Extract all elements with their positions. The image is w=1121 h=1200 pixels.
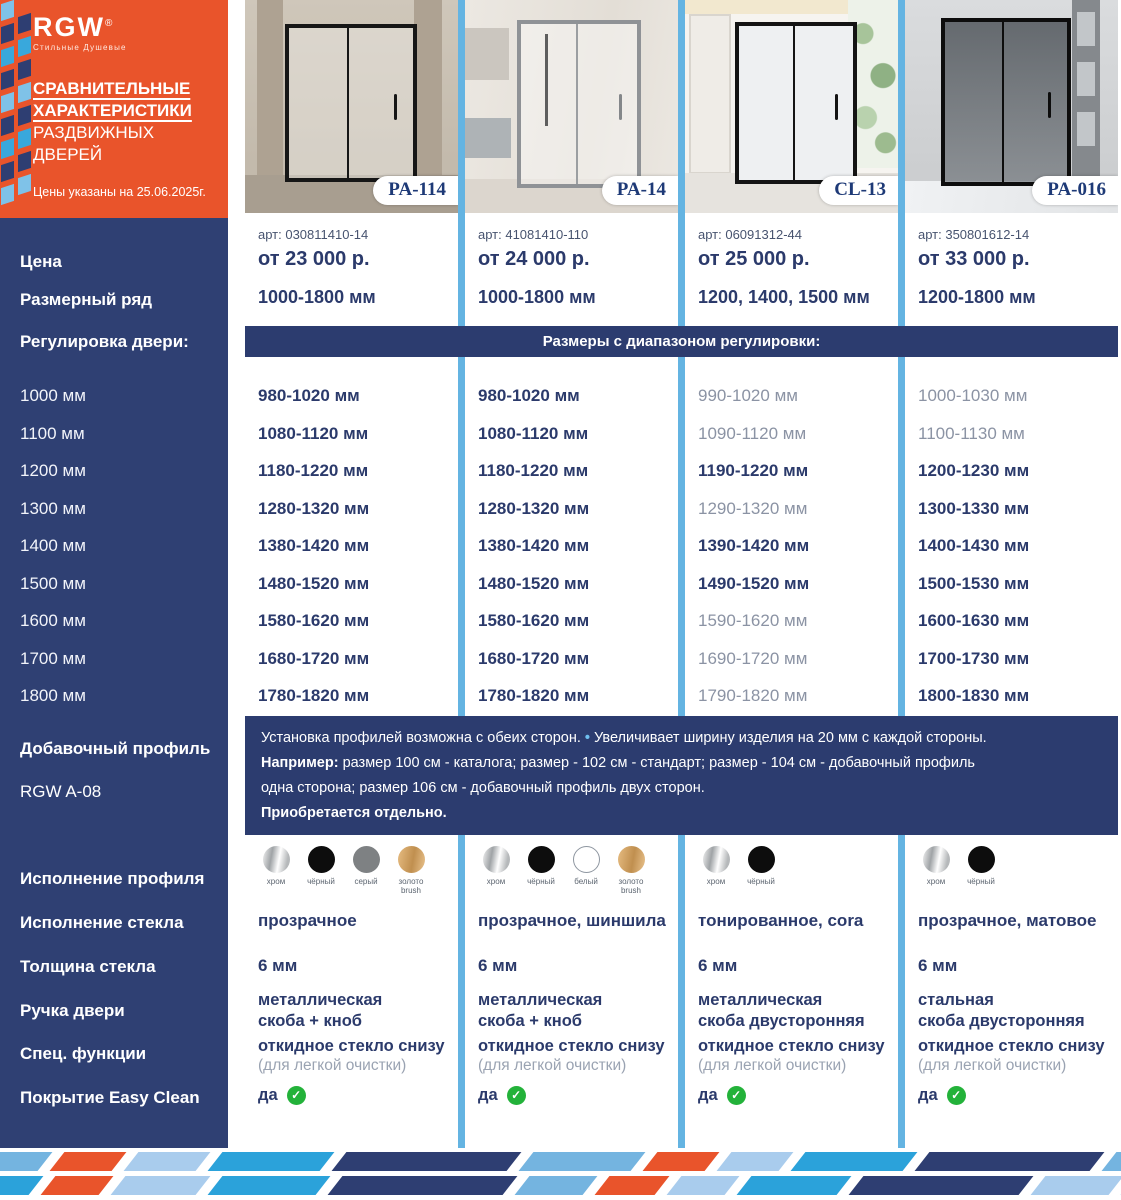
adjust-cell: 1380-1420 мм: [478, 536, 590, 555]
label-door-handle: Ручка двери: [20, 1001, 125, 1020]
product-price: от 33 000 р.: [918, 248, 1030, 270]
adjust-cell: 1380-1420 мм: [258, 536, 370, 555]
adjust-cell: 1280-1320 мм: [258, 498, 370, 518]
row-labels-sidebar: [0, 218, 228, 1148]
handle-value: металлическая скоба + кноб: [258, 991, 383, 1030]
product-price: от 23 000 р.: [258, 248, 370, 270]
product-size-range: 1000-1800 мм: [478, 287, 596, 307]
price-date-note: Цены указаны на 25.06.2025г.: [33, 185, 206, 199]
adjust-cell: 1180-1220 мм: [258, 461, 369, 480]
finish-swatch-black: [968, 846, 995, 873]
label-extra-profile-model: RGW A-08: [20, 782, 102, 801]
product-column-pa-016: [905, 0, 1118, 1148]
adjust-cell: 990-1020 мм: [698, 386, 798, 405]
label-size-range: Размерный ряд: [20, 290, 153, 309]
profile-finishes: хром чёрный: [918, 846, 999, 886]
adjustment-values: [258, 377, 458, 715]
handle-value: стальная скоба двусторонняя: [918, 991, 1085, 1030]
adjustment-values: [478, 377, 678, 715]
label-price: Цена: [20, 252, 62, 271]
adjust-cell: 1780-1820 мм: [478, 686, 590, 705]
product-price: от 24 000 р.: [478, 248, 590, 270]
size-label: 1300 мм: [20, 498, 86, 518]
adjustment-values: [698, 377, 898, 715]
easy-clean-value: да ✓: [478, 1086, 526, 1105]
adjust-cell: 1480-1520 мм: [478, 573, 590, 593]
product-photo: [465, 0, 678, 213]
adjust-cell: 1300-1330 мм: [918, 498, 1030, 518]
finish-swatch-black: [528, 846, 555, 873]
special-function-value: откидное стекло снизу (для легкой очистки): [258, 1037, 445, 1074]
title-line: ХАРАКТЕРИСТИКИ: [33, 101, 192, 120]
adjust-cell: 1090-1120 мм: [698, 423, 807, 443]
glass-finish-value: тонированное, cora: [698, 911, 864, 930]
adjust-cell: 1680-1720 мм: [258, 648, 370, 668]
adjust-cell: 1290-1320 мм: [698, 498, 808, 518]
check-icon: ✓: [727, 1086, 746, 1105]
title-line: ДВЕРЕЙ: [33, 145, 103, 164]
model-badge: PA-14: [602, 176, 678, 205]
label-glass-thickness: Толщина стекла: [20, 957, 156, 976]
finish-swatch-black: [748, 846, 775, 873]
glass-finish-value: прозрачное, матовое: [918, 911, 1097, 930]
adjust-cell: 1080-1120 мм: [258, 423, 369, 443]
product-photo: [905, 0, 1118, 213]
label-extra-profile: Добавочный профиль: [20, 739, 211, 758]
column-separator: [898, 0, 905, 1148]
finish-swatch-gold: [398, 846, 425, 873]
extra-profile-info-box: Установка профилей возможна с обеих сторон. • Увеличивает ширину изделия на 20 мм с каждой стороны. Например: размер 100 см - каталога; размер - 102 см - стандарт; размер - 104 см - добавочный профиль одна сторона; размер 106 см - добавочный профиль двух сторон. Приобретается отдельно.: [245, 716, 1118, 835]
adjust-cell: 1800-1830 мм: [918, 686, 1030, 705]
finish-swatch-chrome: [483, 846, 510, 873]
size-label: 1000 мм: [20, 386, 86, 405]
label-glass-finish: Исполнение стекла: [20, 913, 184, 932]
label-easy-clean: Покрытие Easy Clean: [20, 1088, 200, 1107]
adjust-cell: 1490-1520 мм: [698, 573, 810, 593]
profile-finishes: хром чёрный белый золото brush: [478, 846, 649, 895]
adjust-cell: 1100-1130 мм: [918, 423, 1025, 443]
article-number: арт: 350801612-14: [918, 227, 1030, 242]
product-column-pa-14: [465, 0, 678, 1148]
product-price: от 25 000 р.: [698, 248, 810, 270]
finish-swatch-gold: [618, 846, 645, 873]
product-size-range: 1200-1800 мм: [918, 287, 1036, 307]
registered-mark: ®: [104, 18, 113, 29]
adjust-cell: 980-1020 мм: [478, 386, 580, 405]
label-adjustment: Регулировка двери:: [20, 332, 189, 351]
size-label: 1800 мм: [20, 686, 86, 705]
handle-value: металлическая скоба + кноб: [478, 991, 603, 1030]
profile-finishes: хром чёрный: [698, 846, 779, 886]
adjust-cell: 1790-1820 мм: [698, 686, 808, 705]
adjust-cell: 1690-1720 мм: [698, 648, 808, 668]
easy-clean-value: да ✓: [698, 1086, 746, 1105]
glass-thickness-value: 6 мм: [918, 956, 958, 975]
adjust-cell: 1480-1520 мм: [258, 573, 370, 593]
handle-value: металлическая скоба двусторонняя: [698, 991, 865, 1030]
easy-clean-value: да ✓: [258, 1086, 306, 1105]
header-stripe-decoration: [1, 2, 33, 216]
check-icon: ✓: [947, 1086, 966, 1105]
glass-thickness-value: 6 мм: [698, 956, 738, 975]
size-label: 1500 мм: [20, 573, 86, 593]
product-size-range: 1200, 1400, 1500 мм: [698, 287, 870, 307]
model-badge: PA-114: [373, 176, 458, 205]
glass-thickness-value: 6 мм: [478, 956, 518, 975]
bullet-icon: •: [584, 730, 590, 746]
check-icon: ✓: [507, 1086, 526, 1105]
finish-swatch-gray: [353, 846, 380, 873]
title-line: РАЗДВИЖНЫХ: [33, 123, 155, 142]
header-block: [0, 0, 228, 218]
article-number: арт: 030811410-14: [258, 227, 369, 242]
finish-swatch-chrome: [263, 846, 290, 873]
finish-swatch-chrome: [703, 846, 730, 873]
product-column-pa-114: [245, 0, 458, 1148]
finish-swatch-black: [308, 846, 335, 873]
adjust-cell: 1390-1420 мм: [698, 536, 810, 555]
model-badge: PA-016: [1032, 176, 1118, 205]
adjust-cell: 1600-1630 мм: [918, 611, 1030, 630]
adjust-cell: 1000-1030 мм: [918, 386, 1028, 405]
glass-thickness-value: 6 мм: [258, 956, 298, 975]
brand-tagline: Стильные Душевые: [33, 43, 127, 52]
easy-clean-value: да ✓: [918, 1086, 966, 1105]
adjust-cell: 1580-1620 мм: [258, 611, 370, 630]
size-label: 1700 мм: [20, 648, 86, 668]
glass-finish-value: прозрачное, шиншила: [478, 911, 666, 930]
adjust-cell: 1590-1620 мм: [698, 611, 808, 630]
finish-swatch-chrome: [923, 846, 950, 873]
finish-swatch-white: [573, 846, 600, 873]
size-label: 1600 мм: [20, 611, 86, 630]
adjust-cell: 1280-1320 мм: [478, 498, 590, 518]
column-separator: [458, 0, 465, 1148]
special-function-value: откидное стекло снизу (для легкой очистки): [698, 1037, 885, 1074]
glass-finish-value: прозрачное: [258, 911, 357, 930]
adjustment-values: [918, 377, 1118, 715]
check-icon: ✓: [287, 1086, 306, 1105]
size-label: 1200 мм: [20, 461, 86, 480]
adjustment-range-banner: Размеры с диапазоном регулировки:: [245, 326, 1118, 357]
column-separator: [678, 0, 685, 1148]
label-special-functions: Спец. функции: [20, 1044, 147, 1063]
size-label: 1400 мм: [20, 536, 86, 555]
size-label: 1100 мм: [20, 423, 85, 443]
title-line: СРАВНИТЕЛЬНЫЕ: [33, 79, 191, 98]
model-badge: CL-13: [819, 176, 898, 205]
adjust-cell: 1180-1220 мм: [478, 461, 589, 480]
adjust-cell: 980-1020 мм: [258, 386, 360, 405]
adjust-cell: 1680-1720 мм: [478, 648, 590, 668]
adjust-cell: 1200-1230 мм: [918, 461, 1030, 480]
adjust-cell: 1400-1430 мм: [918, 536, 1030, 555]
label-profile-finish: Исполнение профиля: [20, 869, 205, 888]
product-column-cl-13: [685, 0, 898, 1148]
article-number: арт: 06091312-44: [698, 227, 802, 242]
poster-title: [33, 78, 220, 166]
special-function-value: откидное стекло снизу (для легкой очистки): [918, 1037, 1105, 1074]
adjust-cell: 1500-1530 мм: [918, 573, 1030, 593]
special-function-value: откидное стекло снизу (для легкой очистки): [478, 1037, 665, 1074]
adjust-cell: 1780-1820 мм: [258, 686, 370, 705]
adjust-cell: 1190-1220 мм: [698, 461, 809, 480]
adjust-cell: 1080-1120 мм: [478, 423, 589, 443]
product-photo: [245, 0, 458, 213]
article-number: арт: 41081410-110: [478, 227, 589, 242]
product-size-range: 1000-1800 мм: [258, 287, 376, 307]
bottom-stripes-decoration: [0, 1152, 1121, 1200]
profile-finishes: хром чёрный серый золото brush: [258, 846, 429, 895]
product-photo: [685, 0, 898, 213]
brand-logo: RGW®: [33, 12, 113, 42]
adjust-cell: 1580-1620 мм: [478, 611, 590, 630]
adjust-cell: 1700-1730 мм: [918, 648, 1030, 668]
